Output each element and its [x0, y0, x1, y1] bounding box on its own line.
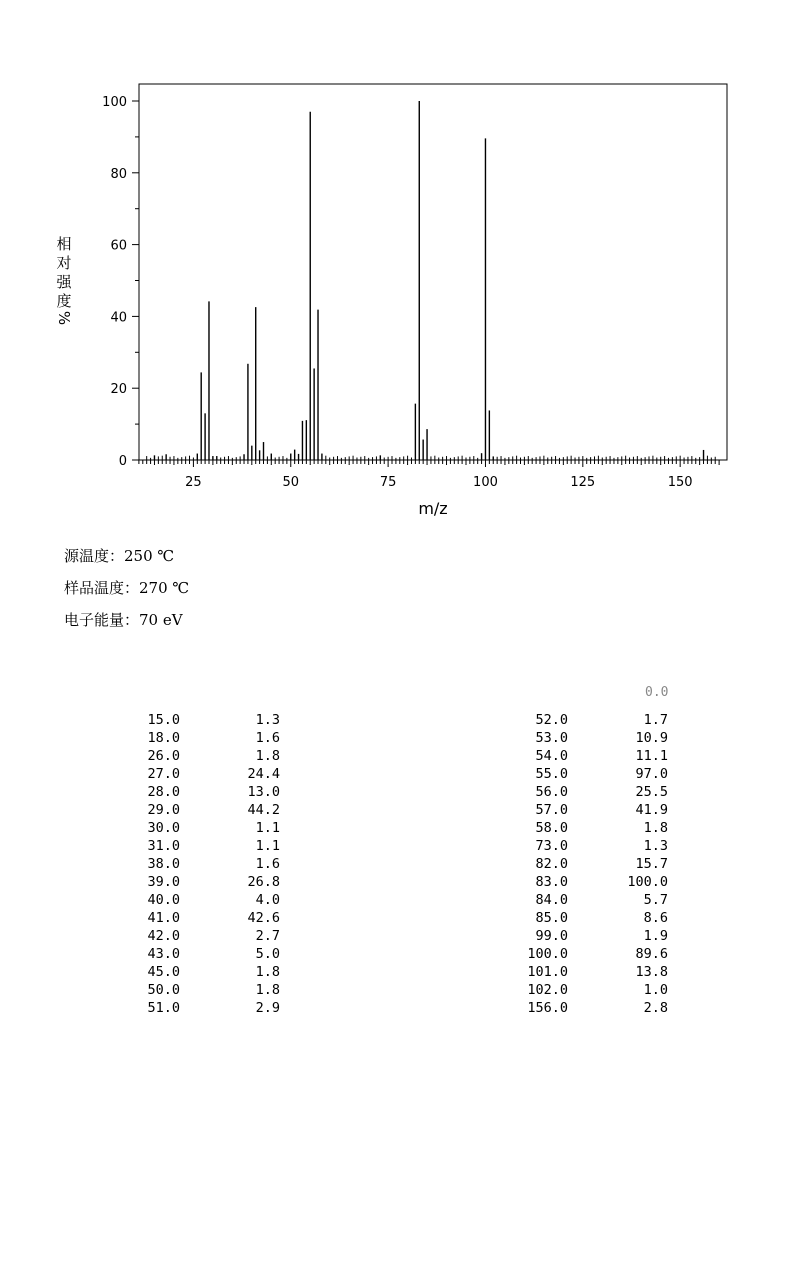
mz-value: 28.0 [147, 784, 180, 800]
y-tick-label: 40 [110, 310, 127, 326]
mz-value: 54.0 [535, 748, 568, 764]
mz-value: 99.0 [535, 928, 568, 944]
intensity-value: 1.9 [643, 928, 668, 944]
x-tick-label: 150 [667, 475, 693, 490]
clipped-text-fragment: 0.0 [645, 685, 669, 700]
y-tick-label: 0 [118, 454, 127, 469]
intensity-value: 10.9 [635, 730, 668, 746]
x-axis [185, 475, 692, 490]
intensity-value: 44.2 [247, 802, 280, 818]
x-tick-label: 100 [473, 475, 498, 490]
peak-table-right [516, 711, 668, 1017]
intensity-value: 25.5 [635, 784, 668, 800]
table-row [128, 801, 280, 819]
intensity-value: 1.6 [255, 730, 280, 746]
intensity-value: 5.7 [643, 892, 668, 908]
x-tick-label: 125 [570, 475, 596, 490]
mz-value: 84.0 [535, 892, 568, 908]
mz-value: 39.0 [147, 874, 180, 890]
intensity-value: 11.1 [635, 748, 668, 764]
mz-value: 101.0 [527, 964, 568, 980]
table-row [128, 765, 280, 783]
mz-value: 55.0 [535, 766, 568, 782]
mz-value: 156.0 [527, 1000, 568, 1016]
y-tick-label: 100 [102, 95, 127, 110]
intensity-value: 13.8 [635, 964, 668, 980]
mz-value: 30.0 [147, 820, 180, 836]
intensity-value: 2.9 [255, 1000, 280, 1016]
table-row [516, 801, 668, 819]
mz-value: 50.0 [147, 982, 180, 998]
peak-table-left [128, 711, 280, 1017]
intensity-value: 1.8 [643, 820, 668, 836]
sample-temperature: 样品温度：270 ℃ [64, 579, 190, 597]
table-row [516, 819, 668, 837]
mz-value: 45.0 [147, 964, 180, 980]
table-row [516, 945, 668, 963]
instrument-conditions [64, 540, 189, 636]
y-label-char: % [55, 310, 73, 326]
intensity-value: 15.7 [635, 856, 668, 872]
table-row [128, 837, 280, 855]
table-row [516, 891, 668, 909]
intensity-value: 1.1 [255, 838, 280, 854]
mz-value: 85.0 [535, 910, 568, 926]
intensity-value: 8.6 [643, 910, 668, 926]
mz-value: 26.0 [147, 748, 180, 764]
x-tick-label: 25 [185, 475, 202, 490]
mz-value: 15.0 [147, 712, 180, 728]
table-row [128, 873, 280, 891]
intensity-value: 1.8 [255, 964, 280, 980]
mz-value: 18.0 [147, 730, 180, 746]
y-label-char: 度 [56, 292, 72, 310]
table-row [128, 711, 280, 729]
intensity-value: 1.6 [255, 856, 280, 872]
x-minor-ticks [139, 460, 719, 467]
intensity-value: 2.8 [643, 1000, 668, 1016]
table-row [516, 909, 668, 927]
mz-value: 100.0 [527, 946, 568, 962]
mz-value: 58.0 [535, 820, 568, 836]
mz-value: 73.0 [535, 838, 568, 854]
x-tick-label: 50 [282, 475, 300, 490]
mz-value: 102.0 [527, 982, 568, 998]
intensity-value: 1.1 [255, 820, 280, 836]
y-axis-label [55, 235, 73, 325]
mz-value: 82.0 [535, 856, 568, 872]
table-row [128, 855, 280, 873]
table-row [516, 711, 668, 729]
intensity-value: 24.4 [247, 766, 280, 782]
x-tick-label: 75 [379, 475, 397, 490]
table-row [516, 981, 668, 999]
mz-value: 42.0 [147, 928, 180, 944]
table-row [128, 747, 280, 765]
mass-spectrum-chart [0, 0, 794, 530]
table-row [516, 999, 668, 1017]
table-row [128, 891, 280, 909]
y-tick-label: 80 [110, 166, 127, 182]
intensity-value: 4.0 [255, 892, 280, 908]
intensity-value: 1.8 [255, 982, 280, 998]
plot-frame [139, 84, 727, 460]
table-row [128, 999, 280, 1017]
table-row [128, 927, 280, 945]
y-tick-label: 20 [110, 382, 127, 398]
mz-value: 29.0 [147, 802, 180, 818]
mz-value: 51.0 [147, 1000, 180, 1016]
mz-value: 57.0 [535, 802, 568, 818]
table-row [516, 729, 668, 747]
mz-value: 31.0 [147, 838, 180, 854]
intensity-value: 42.6 [247, 910, 280, 926]
intensity-value: 1.8 [255, 748, 280, 764]
table-row [516, 873, 668, 891]
mz-value: 53.0 [535, 730, 568, 746]
y-label-char: 对 [56, 254, 72, 272]
minor-peaks [147, 456, 716, 460]
y-axis [102, 95, 139, 469]
table-row [128, 729, 280, 747]
table-row [516, 837, 668, 855]
mz-value: 40.0 [147, 892, 180, 908]
mz-value: 52.0 [535, 712, 568, 728]
table-row [516, 927, 668, 945]
mz-value: 56.0 [535, 784, 568, 800]
table-row [516, 783, 668, 801]
intensity-value: 13.0 [247, 784, 280, 800]
mz-value: 41.0 [147, 910, 180, 926]
mz-value: 38.0 [147, 856, 180, 872]
intensity-value: 26.8 [247, 874, 280, 890]
table-row [516, 855, 668, 873]
mz-value: 43.0 [147, 946, 180, 962]
table-row [128, 909, 280, 927]
mz-value: 27.0 [147, 766, 180, 782]
source-temperature: 源温度：250 ℃ [64, 547, 175, 565]
y-tick-label: 60 [110, 238, 127, 254]
table-row [128, 963, 280, 981]
mz-value: 83.0 [535, 874, 568, 890]
table-row [128, 945, 280, 963]
electron-energy: 电子能量：70 eV [64, 611, 183, 629]
table-row [128, 981, 280, 999]
intensity-value: 1.7 [643, 712, 668, 728]
intensity-value: 41.9 [635, 802, 668, 818]
peak-bars [154, 101, 703, 460]
intensity-value: 1.0 [643, 982, 668, 998]
intensity-value: 1.3 [255, 712, 280, 728]
table-row [128, 819, 280, 837]
intensity-value: 89.6 [635, 946, 668, 962]
intensity-value: 1.3 [643, 838, 668, 854]
intensity-value: 5.0 [255, 946, 280, 962]
table-row [516, 765, 668, 783]
intensity-value: 100.0 [627, 874, 668, 890]
table-row [516, 963, 668, 981]
y-label-char: 强 [56, 273, 72, 291]
x-axis-label: m/z [418, 499, 448, 518]
table-row [516, 747, 668, 765]
table-row [128, 783, 280, 801]
intensity-value: 2.7 [255, 928, 280, 944]
intensity-value: 97.0 [635, 766, 668, 782]
y-label-char: 相 [56, 235, 72, 253]
